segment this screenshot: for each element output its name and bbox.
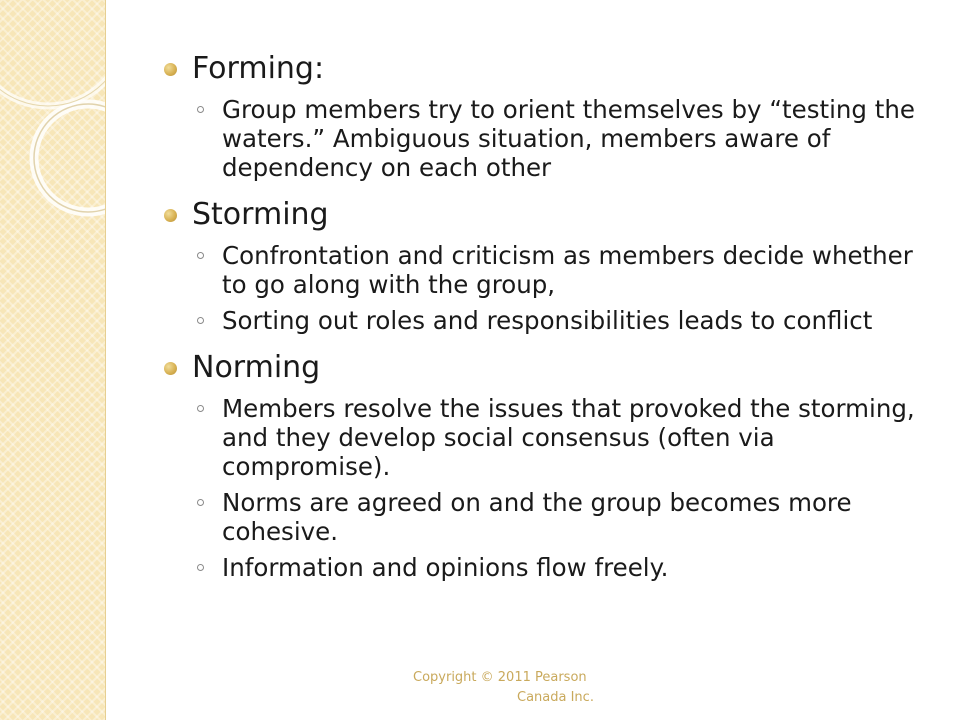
stage-title: Storming — [192, 197, 329, 232]
stage-point — [160, 241, 940, 299]
stage-point — [160, 488, 940, 546]
stage-point-text: Confrontation and criticism as members decide whether to go along with the group, — [222, 241, 913, 299]
stage-forming — [160, 50, 940, 88]
stage-point — [160, 394, 940, 481]
stage-point-text: Members resolve the issues that provoked the storming, and they develop social consensus (often via compromise). — [222, 394, 915, 481]
stage-point — [160, 553, 940, 582]
stage-norming — [160, 349, 940, 387]
ring-icon — [197, 564, 204, 571]
gold-dot-icon — [164, 362, 177, 375]
ring-icon — [197, 106, 204, 113]
copyright-notice — [413, 668, 643, 708]
stage-point-text: Information and opinions flow freely. — [222, 553, 669, 582]
ring-icon — [197, 317, 204, 324]
stage-point-text: Sorting out roles and responsibilities leads to conflict — [222, 306, 873, 335]
stage-point — [160, 95, 940, 182]
ring-icon — [197, 405, 204, 412]
stage-storming — [160, 196, 940, 234]
stage-point-text: Group members try to orient themselves by “testing the waters.” Ambiguous situation, members aware of dependency on each other — [222, 95, 915, 182]
slide-content — [160, 50, 940, 582]
gold-dot-icon — [164, 63, 177, 76]
stage-title: Norming — [192, 350, 321, 385]
stage-point-text: Norms are agreed on and the group becomes more cohesive. — [222, 488, 852, 546]
decorative-side-panel — [0, 0, 106, 720]
stage-point — [160, 306, 940, 335]
gold-dot-icon — [164, 209, 177, 222]
copyright-line-2: Canada Inc. — [517, 690, 594, 705]
stage-title: Forming: — [192, 51, 325, 86]
ring-icon — [197, 499, 204, 506]
decorative-rings-icon — [0, 0, 106, 720]
copyright-line-1: Copyright © 2011 Pearson — [413, 670, 587, 685]
ring-icon — [197, 252, 204, 259]
